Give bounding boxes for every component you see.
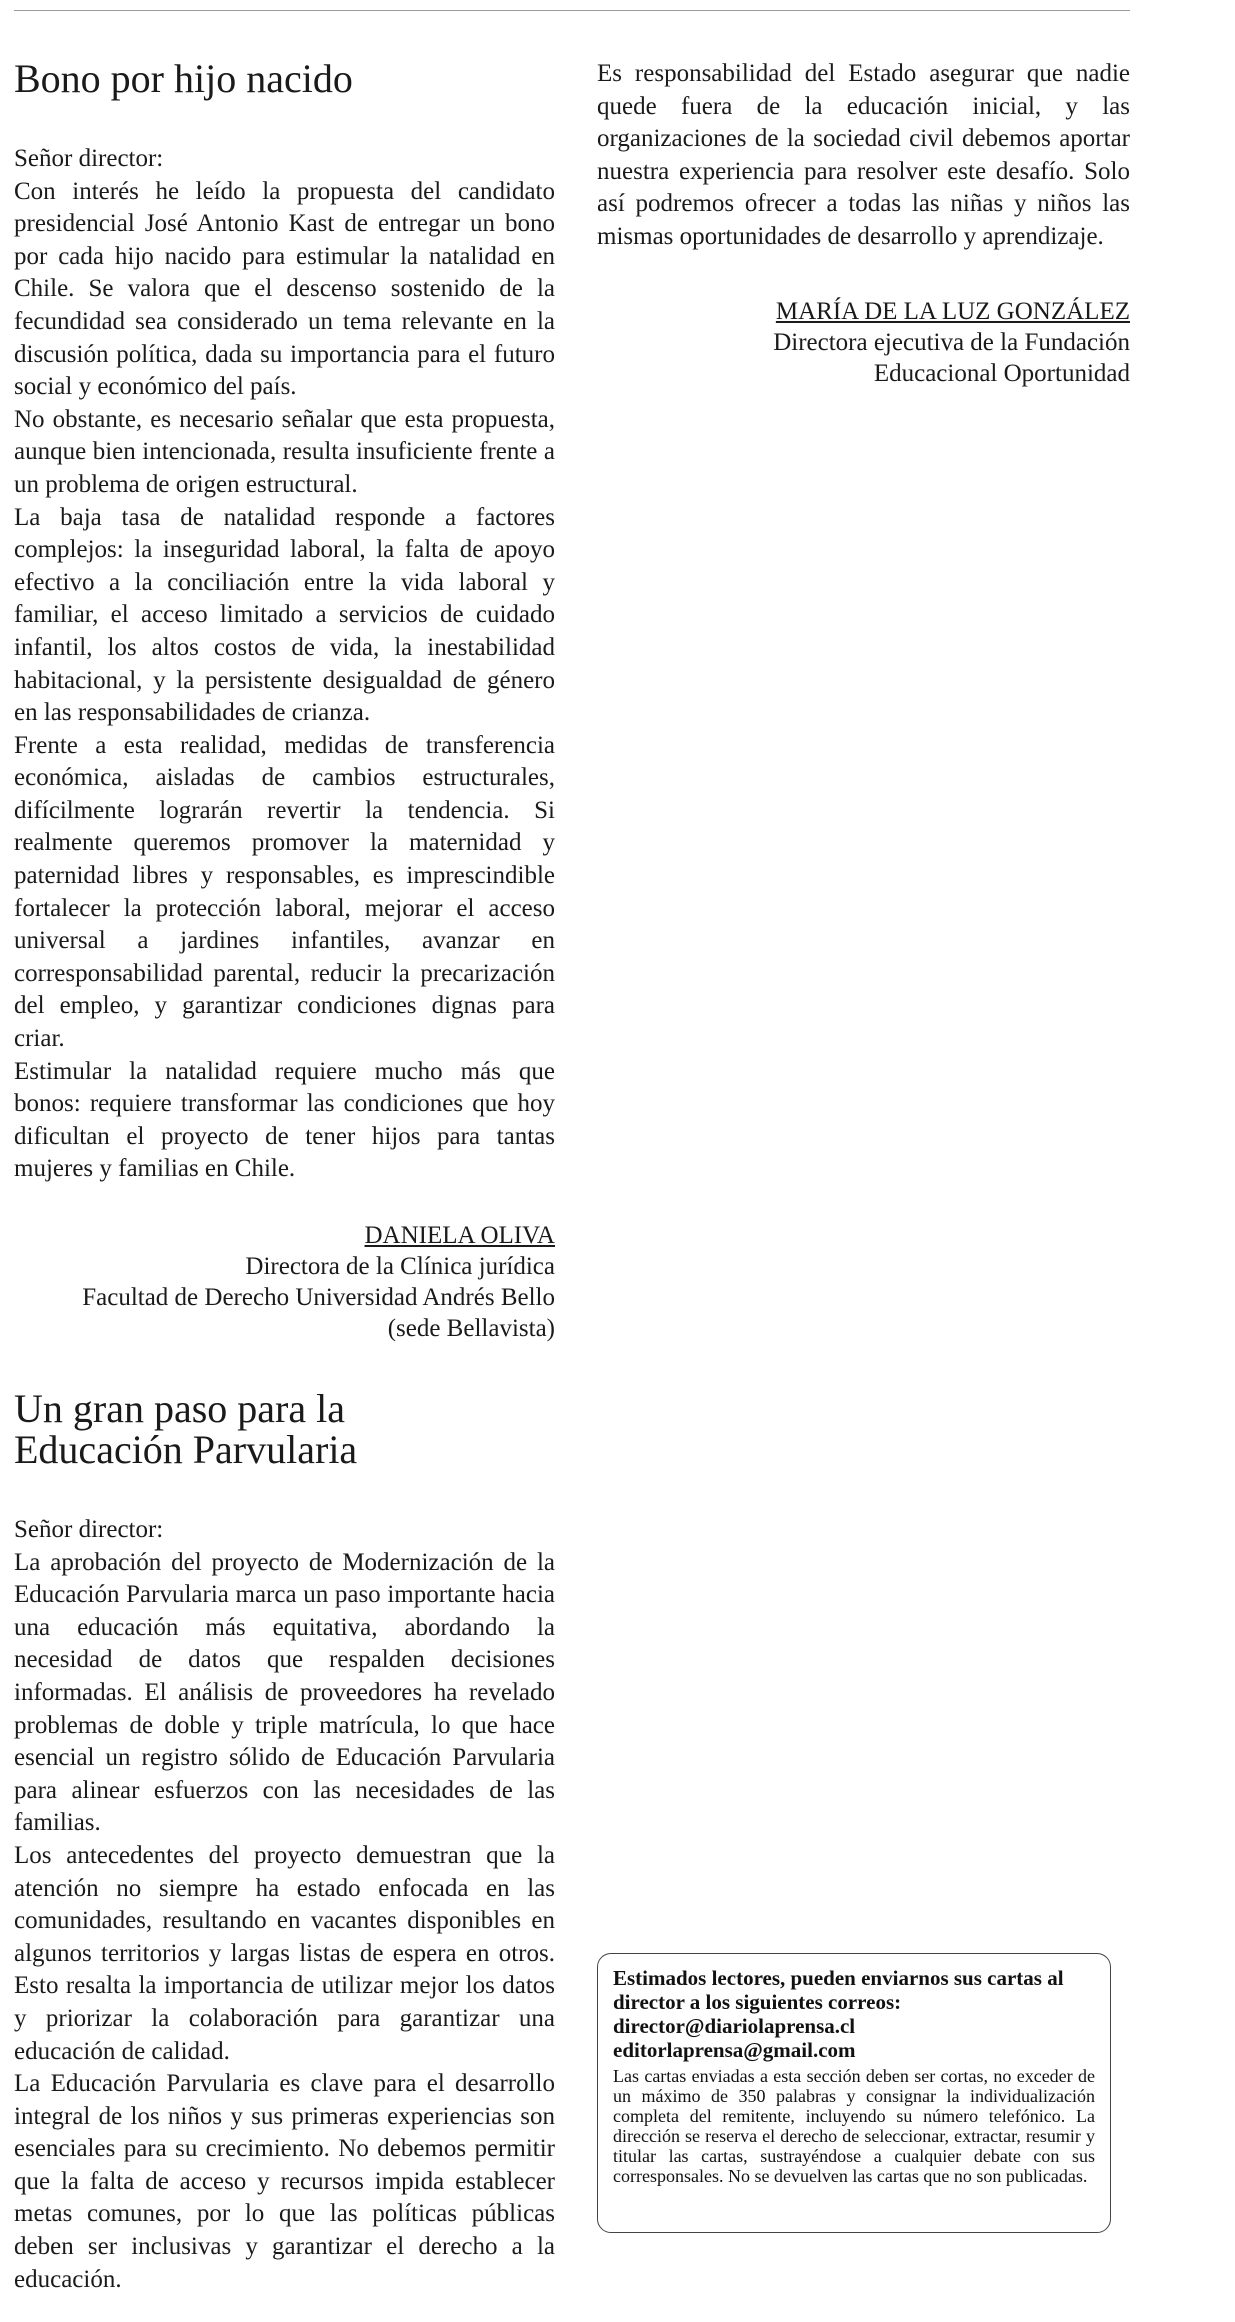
- letter-salutation: Señor director:: [14, 145, 164, 172]
- letter-paragraph: La Educación Parvularia es clave para el desarrollo integral de los niños y sus primeras experiencias son esenciales para su crecimiento. No debemos permitir que la falta de acceso y recursos impida establecer metas comunes, por lo que las políticas públicas deben ser inclusivas y garantizar el derecho a la educación.: [14, 2070, 555, 2293]
- top-rule: [14, 10, 1130, 11]
- letter-paragraph: La baja tasa de natalidad responde a factores complejos: la inseguridad laboral, la falta de apoyo efectivo a la conciliación entre la vida laboral y familiar, el acceso limitado a servicios de cuidado infantil, los altos costos de vida, la inestabilidad habitacional, y la persistente desigualdad de género en las responsabilidades de crianza.: [14, 503, 555, 727]
- letter-bono-por-hijo: [14, 58, 555, 1344]
- title-line: Educación Parvularia: [14, 1427, 358, 1472]
- letter-paragraph: La aprobación del proyecto de Modernización de la Educación Parvularia marca un paso importante hacia una educación más equitativa, abordando la necesidad de datos que respalden decisiones informadas. El análisis de proveedores ha revelado problemas de doble y triple matrícula, lo que hace esencial un registro sólido de Educación Parvularia para alinear esfuerzos con las necesidades de las familias.: [14, 1548, 555, 1837]
- notice-email-director: director@diariolaprensa.cl: [613, 2014, 856, 2038]
- letter-salutation: Señor director:: [14, 1516, 164, 1543]
- letter-educacion-parvularia: [14, 1388, 555, 2296]
- letter-signature: [597, 296, 1130, 389]
- signature-role: Directora de la Clínica jurídica: [245, 1253, 555, 1280]
- letter-paragraph: Los antecedentes del proyecto demuestran que la atención no siempre ha estado enfocada en las comunidades, resultando en vacantes disponibles en algunos territorios y largas listas de espera en otros. Esto resalta la importancia de utilizar mejor los datos y priorizar la colaboración para garantizar una educación de calidad.: [14, 1841, 555, 2065]
- signature-institution: Educacional Oportunidad: [873, 359, 1130, 387]
- letters-notice-box: [597, 1953, 1111, 2233]
- signature-institution: Facultad de Derecho Universidad Andrés Bello: [82, 1284, 555, 1311]
- letter-title: Bono por hijo nacido: [14, 56, 353, 101]
- title-line: Un gran paso para la: [14, 1386, 345, 1431]
- right-column: [597, 58, 1130, 389]
- notice-lead: Estimados lectores, pueden enviarnos sus cartas al director a los siguientes correos:: [613, 1966, 1064, 2014]
- signature-name: DANIELA OLIVA: [364, 1222, 555, 1249]
- letter-paragraph: No obstante, es necesario señalar que esta propuesta, aunque bien intencionada, resulta insuficiente frente a un problema de origen estructural.: [14, 405, 555, 498]
- letter-paragraph: Frente a esta realidad, medidas de transferencia económica, aisladas de cambios estructurales, difícilmente lograrán revertir la tendencia. Si realmente queremos promover la maternidad y paternidad libres y responsables, es imprescindible fortalecer la protección laboral, mejorar el acceso universal a jardines infantiles, avanzar en corresponsabilidad parental, reducir la precarización del empleo, y garantizar condiciones dignas para criar.: [14, 731, 555, 1053]
- letter-signature: [14, 1220, 555, 1344]
- signature-role: Directora ejecutiva de la Fundación: [773, 328, 1130, 356]
- signature-name: MARÍA DE LA LUZ GONZÁLEZ: [775, 297, 1130, 325]
- left-column: [14, 58, 555, 2296]
- letter-paragraph: Estimular la natalidad requiere mucho más que bonos: requiere transformar las condiciones que hoy dificultan el proyecto de tener hijos para tantas mujeres y familias en Chile.: [14, 1057, 555, 1183]
- notice-email-editor: editorlaprensa@gmail.com: [613, 2038, 856, 2062]
- notice-rules: Las cartas enviadas a esta sección deben ser cortas, no exceder de un máximo de 350 palabras y consignar la individualización completa del remitente, incluyendo su número telefónico. La dirección se reserva el derecho de seleccionar, extractar, resumir y titular las cartas, sustrayéndose a cualquier debate con sus corresponsales. No se devuelven las cartas que no son publicadas.: [613, 2066, 1095, 2186]
- letter-title: [14, 1388, 555, 1470]
- letter-paragraph: Con interés he leído la propuesta del candidato presidencial José Antonio Kast de entregar un bono por cada hijo nacido para estimular la natalidad en Chile. Se valora que el descenso sostenido de la fecundidad sea considerado un tema relevante en la discusión política, dada su importancia para el futuro social y económico del país.: [14, 177, 555, 401]
- letter-paragraph: Es responsabilidad del Estado asegurar que nadie quede fuera de la educación inicial, y las organizaciones de la sociedad civil debemos aportar nuestra experiencia para resolver este desafío. Solo así podremos ofrecer a todas las niñas y niños las mismas oportunidades de desarrollo y aprendizaje.: [597, 60, 1130, 250]
- signature-campus: (sede Bellavista): [387, 1315, 555, 1342]
